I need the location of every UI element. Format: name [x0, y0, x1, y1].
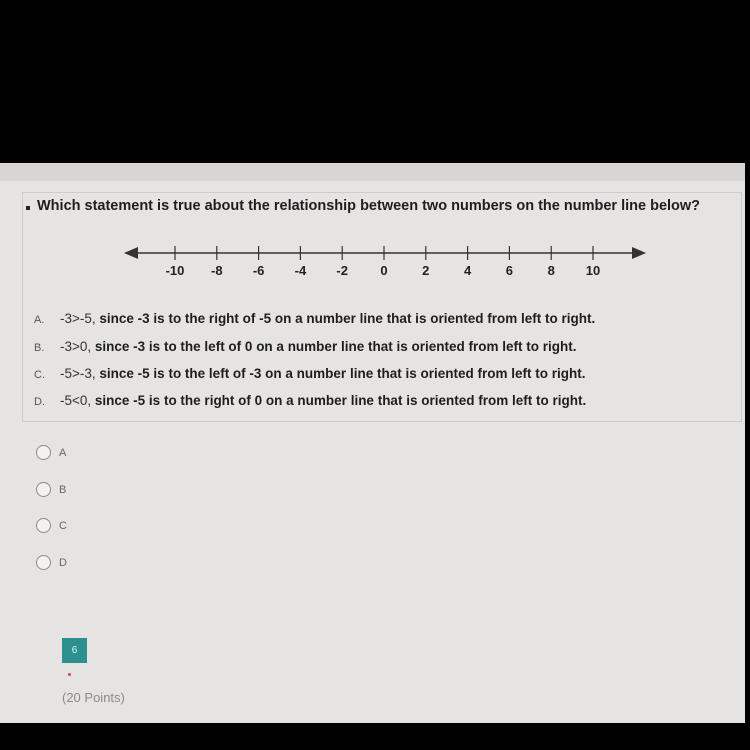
- number-line-tick-label: 8: [547, 263, 555, 278]
- option-statement-a: [34, 311, 595, 326]
- number-line-tick-label: -6: [252, 263, 265, 278]
- radio-label[interactable]: B: [59, 483, 67, 496]
- option-text: since -5 is to the right of 0 on a number line that is oriented from left to right.: [91, 393, 587, 408]
- option-letter: B.: [34, 342, 45, 354]
- radio-label[interactable]: C: [59, 519, 67, 532]
- question-text: Which statement is true about the relationship between two numbers on the number line below?: [37, 198, 701, 214]
- option-expression: -5>-3,: [60, 366, 96, 381]
- radio-button[interactable]: [36, 482, 51, 497]
- radio-choice-c[interactable]: [36, 518, 67, 533]
- number-line-tick-label: 4: [463, 263, 472, 278]
- question-number-badge: 6: [62, 638, 87, 663]
- number-line-tick-label: 6: [505, 263, 514, 278]
- radio-button[interactable]: [36, 555, 51, 570]
- option-letter: D.: [34, 396, 45, 408]
- option-text: since -3 is to the right of -5 on a number line that is oriented from left to right.: [95, 311, 596, 326]
- radio-choice-a[interactable]: [36, 445, 66, 460]
- left-arrow-icon: [124, 247, 138, 259]
- right-arrow-icon: [632, 247, 646, 259]
- option-statement-c: [34, 366, 585, 381]
- radio-button[interactable]: [36, 518, 51, 533]
- number-line-tick-label: -10: [165, 263, 185, 278]
- radio-label[interactable]: A: [59, 446, 67, 459]
- number-line-tick-label: -8: [211, 263, 223, 278]
- number-line-tick-label: -4: [294, 263, 307, 278]
- option-statement-b: [34, 339, 576, 354]
- number-line-tick-label: -2: [336, 263, 348, 278]
- option-text: since -5 is to the left of -3 on a number line that is oriented from left to right.: [95, 366, 586, 381]
- indicator-dot: [68, 673, 71, 676]
- number-line-tick-label: 10: [585, 263, 601, 278]
- radio-choice-d[interactable]: [36, 555, 67, 570]
- radio-choice-b[interactable]: [36, 482, 66, 497]
- option-expression: -3>-5,: [60, 311, 96, 326]
- points-label: (20 Points): [62, 690, 125, 705]
- number-line-tick-label: 0: [380, 263, 388, 278]
- option-letter: A.: [34, 314, 45, 326]
- radio-button[interactable]: [36, 445, 51, 460]
- option-expression: -5<0,: [60, 393, 92, 408]
- option-expression: -3>0,: [60, 339, 92, 354]
- option-letter: C.: [34, 369, 45, 381]
- number-line-tick-label: 2: [422, 263, 430, 278]
- radio-label[interactable]: D: [59, 556, 67, 569]
- option-statement-d: [34, 393, 586, 408]
- option-text: since -3 is to the left of 0 on a number line that is oriented from left to right.: [91, 339, 577, 354]
